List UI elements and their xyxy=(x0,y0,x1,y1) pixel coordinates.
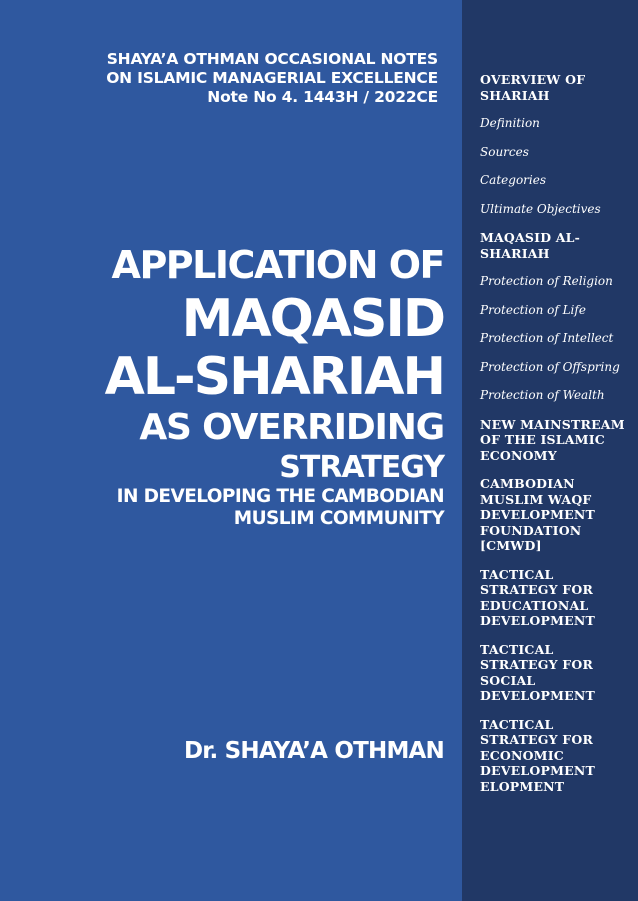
toc-item-educational-strategy: TACTICAL STRATEGY FOR EDUCATIONAL DEVELOPMENT xyxy=(480,566,595,628)
toc-item-economic-strategy: TACTICAL STRATEGY FOR ECONOMIC DEVELOPMENT ELOPMENT xyxy=(480,716,595,794)
title-line-1: APPLICATION OF xyxy=(111,243,444,287)
toc-item-protection-intellect: Protection of Intellect xyxy=(480,331,614,345)
series-line-2: ON ISLAMIC MANAGERIAL EXCELLENCE xyxy=(106,69,438,87)
author-name: Dr. SHAYA’A OTHMAN xyxy=(183,738,444,764)
series-header xyxy=(106,50,438,107)
subtitle-line-2: MUSLIM COMMUNITY xyxy=(233,508,444,529)
cover-title xyxy=(105,240,444,530)
toc-item-social-strategy: TACTICAL STRATEGY FOR SOCIAL DEVELOPMENT xyxy=(480,641,595,703)
toc-item-protection-wealth: Protection of Wealth xyxy=(480,388,605,402)
series-line-1: SHAYA’A OTHMAN OCCASIONAL NOTES xyxy=(106,50,438,68)
toc-item-definition: Definition xyxy=(480,116,540,130)
toc-item-ultimate-objectives: Ultimate Objectives xyxy=(480,201,601,216)
toc-item-new-mainstream: NEW MAINSTREAM OF THE ISLAMIC ECONOMY xyxy=(480,416,625,463)
title-line-3: AL-SHARIAH xyxy=(104,347,444,407)
toc-item-overview: OVERVIEW OF SHARIAH xyxy=(480,72,586,103)
contents-sidebar xyxy=(462,0,638,901)
title-line-2: MAQASID xyxy=(181,289,444,349)
subtitle-line-1: IN DEVELOPING THE CAMBODIAN xyxy=(116,486,444,507)
toc-item-protection-offspring: Protection of Offspring xyxy=(480,359,620,374)
series-note-number: Note No 4. 1443H / 2022CE xyxy=(207,88,438,106)
title-line-5: STRATEGY xyxy=(279,450,444,485)
toc-item-sources: Sources xyxy=(480,144,529,159)
toc-item-maqasid: MAQASID AL-SHARIAH xyxy=(480,230,581,261)
toc-item-cmwd: CAMBODIAN MUSLIM WAQF DEVELOPMENT FOUNDATION [CMWD] xyxy=(480,476,595,553)
toc-item-protection-life: Protection of Life xyxy=(480,302,586,317)
title-line-4: AS OVERRIDING xyxy=(139,407,444,448)
toc-item-protection-religion: Protection of Religion xyxy=(480,274,613,288)
toc-item-categories: Categories xyxy=(480,173,546,187)
